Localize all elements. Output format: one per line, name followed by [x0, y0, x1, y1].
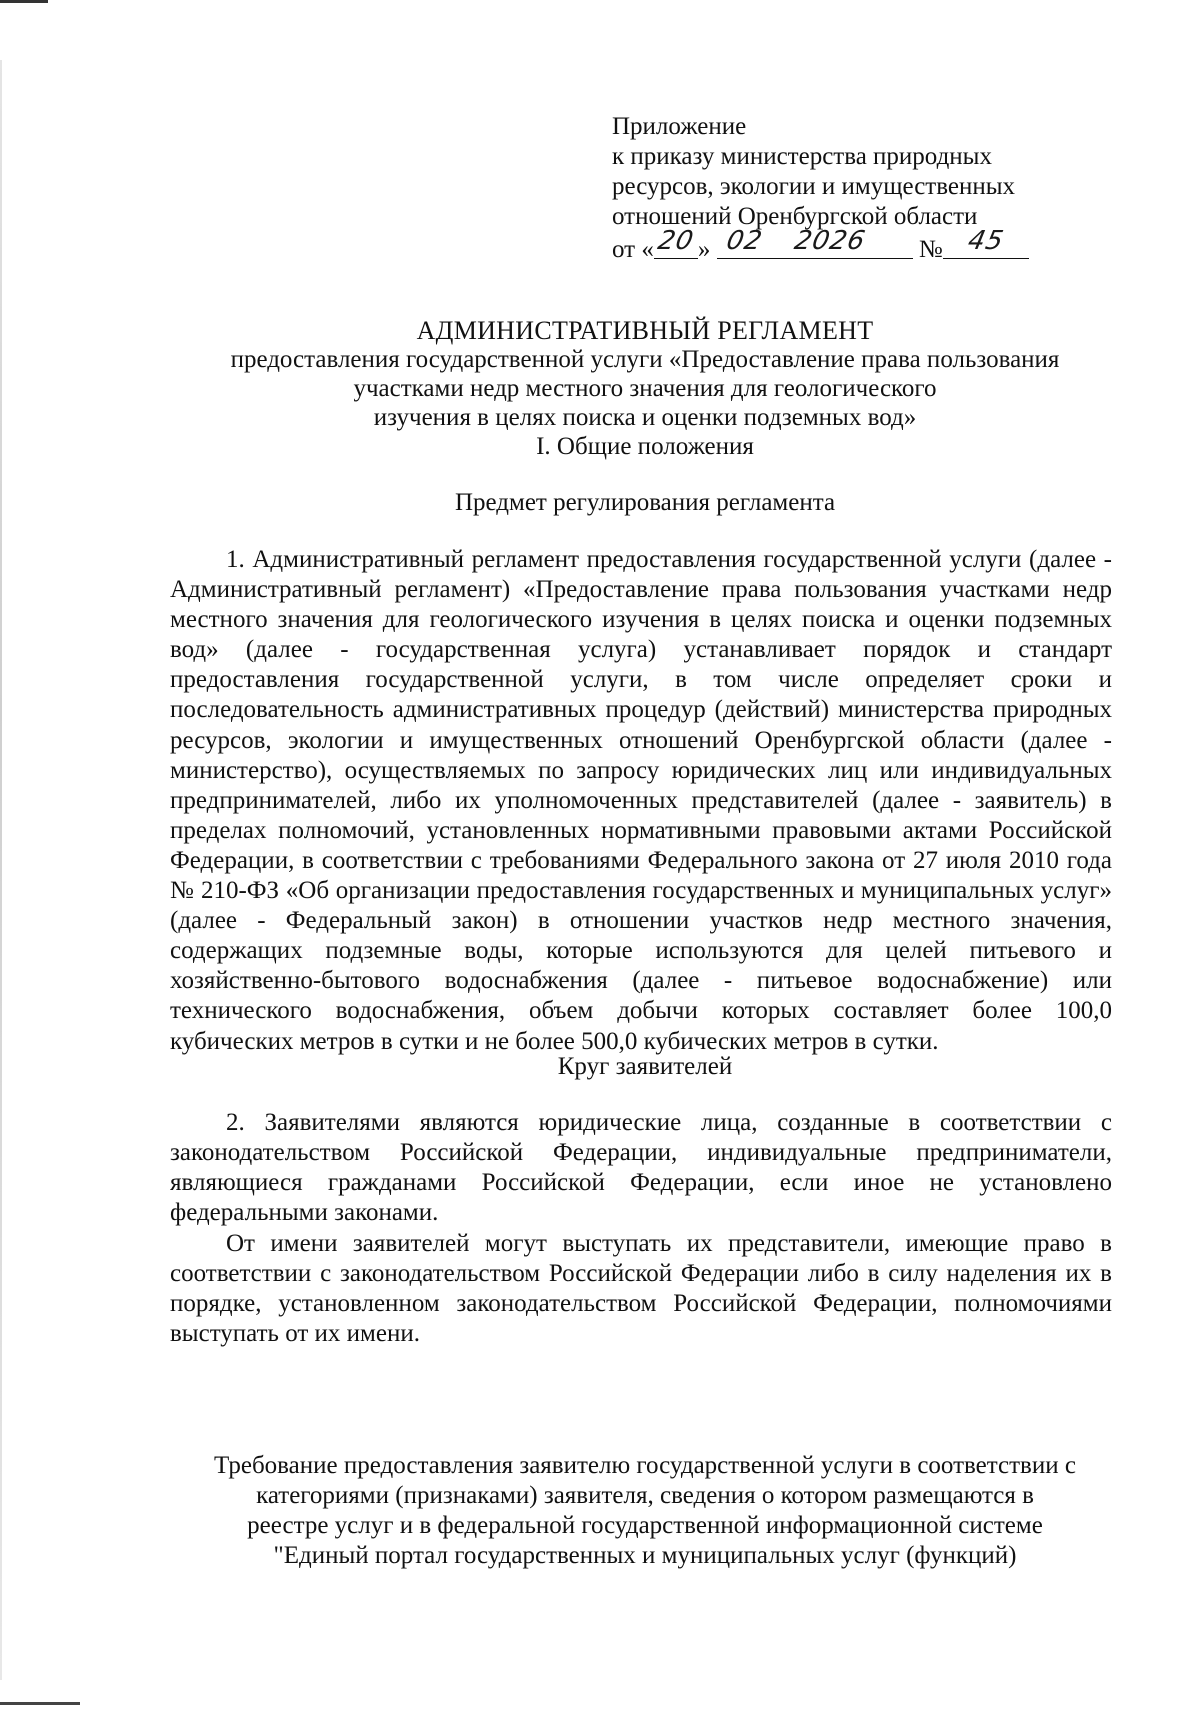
- appendix-line: отношений Оренбургской области: [612, 203, 978, 230]
- order-number-handwritten: 45: [964, 226, 1007, 256]
- paragraph-1: 1. Административный регламент предоставления государственной услуги (далее - Административный регламент) «Предоставление права пользования участками недр местного значения для геологического изучения в целях поиска и оценки подземных вод» (далее - государственная услуга) устанавливает порядок и стандарт предоставления государственной услуги, в том числе определяет сроки и последовательность административных процедур (действий) министерства природных ресурсов, экологии и имущественных отношений Оренбургской области (далее - министерство), осуществляемых по запросу юридических лиц или индивидуальных предпринимателей, либо их уполномоченных представителей (далее - заявитель) в пределах полномочий, установленных нормативными правовыми актами Российской Федерации, в соответствии с требованиями Федерального закона от 27 июля 2010 года № 210-ФЗ «Об организации предоставления государственных и муниципальных услуг» (далее - Федеральный закон) в отношении участков недр местного значения, содержащих подземные воды, которые используются для целей питьевого и хозяйственно-бытового водоснабжения (далее - питьевое водоснабжение) или технического водоснабжения, объем добычи которых составляет более 100,0 кубических метров в сутки и не более 500,0 кубических метров в сутки.: [170, 546, 1112, 1055]
- requirement-heading-line: "Единый портал государственных и муниципальных услуг (функций): [273, 1542, 1017, 1569]
- appendix-line: ресурсов, экологии и имущественных: [612, 173, 1016, 200]
- section-heading: I. Общие положения: [536, 433, 754, 460]
- section-subheading: Предмет регулирования регламента: [454, 489, 836, 516]
- date-year-handwritten: 2026: [791, 226, 868, 256]
- document-title-block: [150, 316, 1140, 432]
- date-prefix: от «: [612, 236, 654, 263]
- appendix-line: Приложение: [612, 113, 747, 140]
- date-quote-close: »: [697, 236, 711, 263]
- requirement-heading-block: [150, 1451, 1140, 1571]
- scan-edge-shadow: [0, 60, 2, 1680]
- requirement-heading-line: категориями (признаками) заявителя, сведения о котором размещаются в: [256, 1482, 1034, 1509]
- document-subtitle-line: участками недр местного значения для геологического: [353, 375, 937, 402]
- appendix-line: к приказу министерства природных: [612, 143, 992, 170]
- date-day-handwritten: 20: [655, 226, 697, 256]
- date-day-field: [654, 226, 698, 259]
- applicants-heading: Круг заявителей: [557, 1053, 733, 1080]
- appendix-block: [612, 112, 1132, 265]
- paragraph-2: 2. Заявителями являются юридические лица, созданные в соответствии с законодательством Российской Федерации, индивидуальные предприниматели, являющиеся гражданами Российской Федерации, если иное не установлено федеральными законами.: [170, 1109, 1112, 1227]
- document-title: АДМИНИСТРАТИВНЫЙ РЕГЛАМЕНТ: [416, 316, 874, 345]
- number-label: №: [918, 236, 943, 263]
- order-number-field: [943, 226, 1029, 259]
- date-month-handwritten: 02: [723, 226, 765, 256]
- paragraph-3: От имени заявителей могут выступать их представители, имеющие право в соответствии с законодательством Российской Федерации либо в силу наделения их в порядке, установленном законодательством Российской Федерации, полномочиями выступать от их имени.: [170, 1230, 1112, 1348]
- order-date-line: [612, 226, 1132, 265]
- document-subtitle-line: предоставления государственной услуги «Предоставление права пользования: [230, 346, 1060, 373]
- date-month-year-field: [717, 226, 913, 259]
- document-subtitle-line: изучения в целях поиска и оценки подземных вод»: [373, 404, 917, 431]
- requirement-heading-line: Требование предоставления заявителю государственной услуги в соответствии с: [214, 1452, 1076, 1479]
- scan-artifact-bottom: [0, 1702, 80, 1705]
- requirement-heading-line: реестре услуг и в федеральной государственной информационной системе: [247, 1512, 1043, 1539]
- scan-artifact-top: [0, 0, 48, 3]
